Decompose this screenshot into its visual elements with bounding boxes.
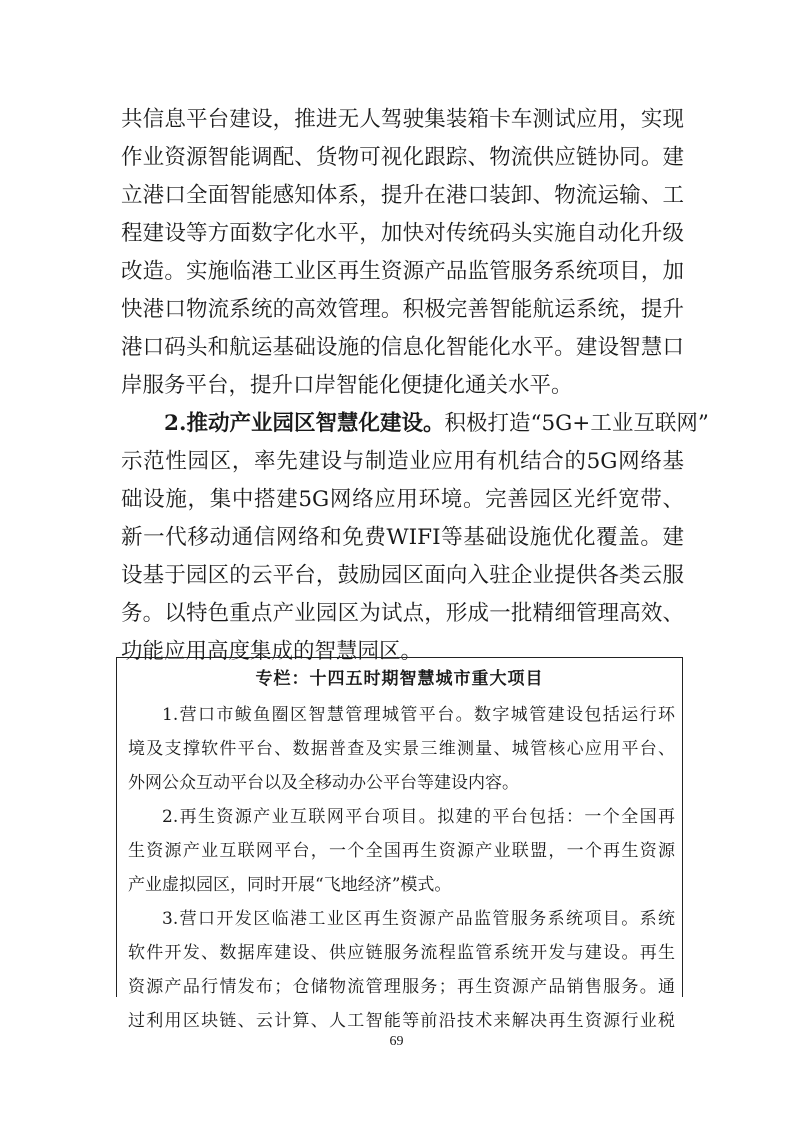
- section-heading: 2.推动产业园区智慧化建设。: [164, 411, 445, 436]
- column-item-line: 生资源产业互联网平台，一个全国再生资源产业联盟，一个再生资源: [128, 841, 675, 861]
- column-item-line: 软件开发、数据库建设、供应链服务流程监管系统开发与建设。再生: [128, 943, 675, 963]
- column-item-2: [128, 800, 675, 902]
- body-paragraph-2: [121, 405, 709, 671]
- paragraph-line: 岸服务平台，提升口岸智能化便捷化通关水平。: [121, 373, 573, 398]
- paragraph-line-rest: 积极打造“5G+工业互联网”: [444, 411, 709, 436]
- column-item-line: 2.再生资源产业互联网平台项目。拟建的平台包括：一个全国再: [162, 807, 675, 827]
- column-item-line: 过利用区块链、云计算、人工智能等前沿技术来解决再生资源行业税: [128, 1011, 675, 1031]
- column-item-line: 境及支撑软件平台、数据普查及实景三维测量、城管核心应用平台、: [128, 739, 675, 759]
- body-paragraph-1: [121, 101, 684, 405]
- column-box: [116, 657, 683, 1031]
- paragraph-line: 程建设等方面数字化水平，加快对传统码头实施自动化升级: [121, 221, 684, 246]
- paragraph-line: 作业资源智能调配、货物可视化跟踪、物流供应链协同。建: [121, 145, 684, 170]
- column-item-line: 3.营口开发区临港工业区再生资源产品监管服务系统项目。系统: [162, 909, 675, 929]
- column-item-line: 产业虚拟园区，同时开展“飞地经济”模式。: [128, 875, 452, 895]
- column-item-line: 资源产品行情发布；仓储物流管理服务；再生资源产品销售服务。通: [128, 977, 675, 997]
- paragraph-line: 快港口物流系统的高效管理。积极完善智能航运系统，提升: [121, 297, 684, 322]
- column-item-3: [128, 902, 675, 1038]
- paragraph-line: 改造。实施临港工业区再生资源产品监管服务系统项目，加: [121, 259, 684, 284]
- paragraph-line: 港口码头和航运基础设施的信息化智能化水平。建设智慧口: [121, 335, 684, 360]
- paragraph-line: 础设施，集中搭建5G网络应用环境。完善园区光纤宽带、: [121, 487, 684, 512]
- paragraph-first-line: [121, 405, 709, 443]
- column-item-line: 1.营口市鲅鱼圈区智慧管理城管平台。数字城管建设包括运行环: [162, 705, 675, 725]
- page-number: 69: [389, 1034, 404, 1049]
- column-item-line: 外网公众互动平台以及全移动办公平台等建设内容。: [128, 773, 519, 793]
- paragraph-line: 设基于园区的云平台，鼓励园区面向入驻企业提供各类云服: [121, 563, 684, 588]
- paragraph-line: 新一代移动通信网络和免费WIFI等基础设施优化覆盖。建: [121, 525, 684, 550]
- paragraph-line: 功能应用高度集成的智慧园区。: [121, 639, 423, 664]
- paragraph-line: 立港口全面智能感知体系，提升在港口装卸、物流运输、工: [121, 183, 684, 208]
- paragraph-line: 共信息平台建设，推进无人驾驶集装箱卡车测试应用，实现: [121, 107, 684, 132]
- column-item-1: [128, 698, 675, 800]
- paragraph-line: 示范性园区，率先建设与制造业应用有机结合的5G网络基: [121, 449, 684, 474]
- paragraph-line: 务。以特色重点产业园区为试点，形成一批精细管理高效、: [121, 601, 684, 626]
- column-box-title: 专栏：十四五时期智慧城市重大项目: [255, 669, 544, 689]
